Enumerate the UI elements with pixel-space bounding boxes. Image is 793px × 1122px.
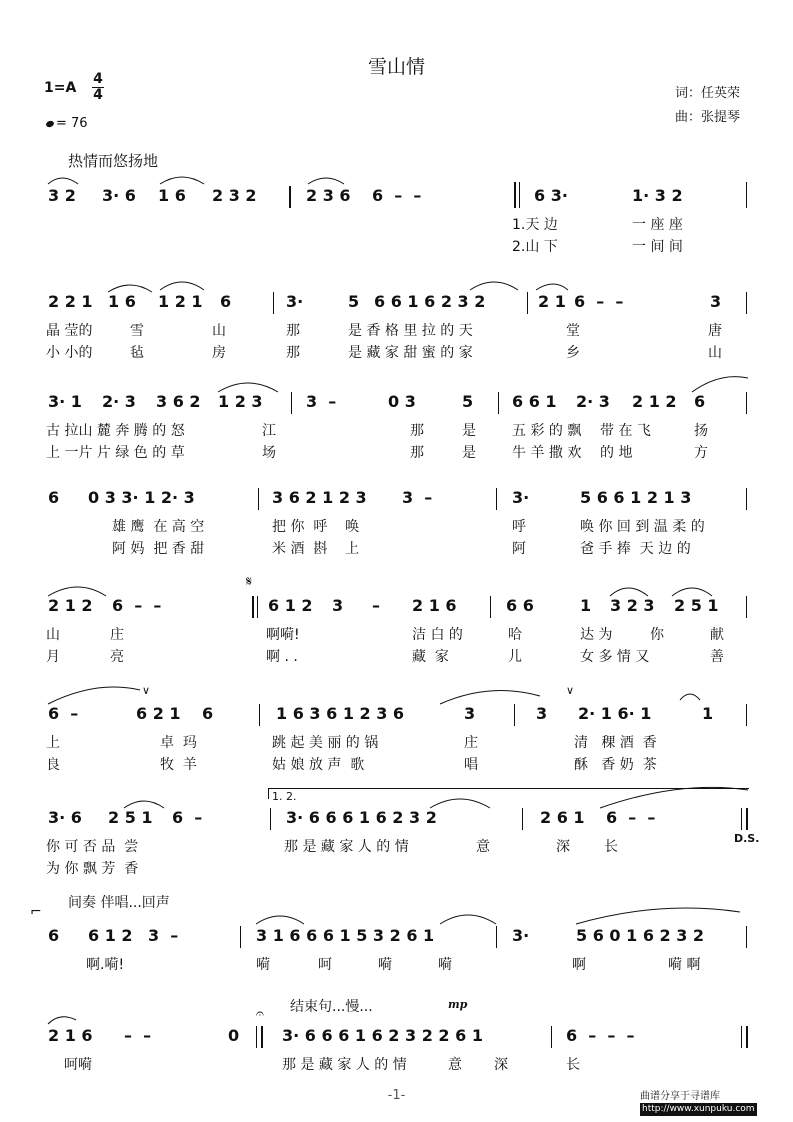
lyric-line-2: 那 bbox=[286, 345, 300, 361]
notes-line bbox=[0, 704, 793, 726]
barline bbox=[291, 392, 292, 414]
lyric-line-2: 山 bbox=[708, 345, 722, 361]
notes-group: 3 1 6 6 6 1 5 3 2 6 1 bbox=[256, 926, 435, 945]
repeat-start-thin bbox=[257, 596, 258, 618]
notes-group: 1 bbox=[580, 596, 592, 615]
lyric-line-2: 亮 bbox=[110, 649, 124, 665]
notes-group: 1 6 bbox=[108, 292, 136, 311]
lyric-line-2: 房 bbox=[212, 345, 226, 361]
score-system-1 bbox=[0, 186, 793, 256]
score-system-3 bbox=[0, 392, 793, 462]
lyric-line-1: 唐 bbox=[708, 323, 722, 339]
notes-line bbox=[0, 186, 793, 208]
lyric-line-1: 那 是 藏 家 人 的 情 bbox=[282, 1057, 407, 1073]
lyric-line-1: 唤 你 回 到 温 柔 的 bbox=[580, 519, 705, 535]
notes-group: 2· 3 bbox=[102, 392, 136, 411]
lyric-line-2: 是 藏 家 甜 蜜 的 家 bbox=[348, 345, 473, 361]
notes-group: 3 – bbox=[306, 392, 337, 411]
lyric-line-2: 是 bbox=[462, 445, 476, 461]
key-signature: 1=A bbox=[44, 80, 77, 96]
notes-group: 0 3 bbox=[388, 392, 416, 411]
notes-group: 3 2 bbox=[48, 186, 76, 205]
section-label: 间奏 伴唱...回声 bbox=[68, 895, 170, 911]
lyric-line-2: 方 bbox=[694, 445, 708, 461]
barline bbox=[746, 926, 747, 948]
barline bbox=[270, 808, 271, 830]
coda-bracket: ⌐ bbox=[30, 904, 42, 920]
lyric-line-1: 你 bbox=[650, 627, 664, 643]
score-system-9 bbox=[0, 998, 793, 1086]
notes-group: 2 5 1 bbox=[108, 808, 153, 827]
notes-group: 1 6 3 6 1 2 3 6 bbox=[276, 704, 405, 723]
lyric-line-2: 场 bbox=[262, 445, 276, 461]
notes-group: 2 3 2 bbox=[212, 186, 257, 205]
barline bbox=[496, 926, 497, 948]
lyric-line-2: 那 bbox=[410, 445, 424, 461]
notes-line bbox=[0, 392, 793, 414]
barline bbox=[551, 1026, 552, 1048]
notes-group: 3· bbox=[512, 488, 530, 507]
lyric-line-1: 一 座 座 bbox=[632, 217, 683, 233]
lyric-line-1: 嗬 bbox=[378, 957, 392, 973]
notes-group: 3 6 2 1 2 3 bbox=[272, 488, 367, 507]
lyric-line-1: 达 为 bbox=[580, 627, 613, 643]
lyricist: 词：任英荣 bbox=[675, 86, 741, 101]
lyric-line-1: 是 bbox=[462, 423, 476, 439]
lyric-line-1: 古 拉山 麓 奔 腾 的 怒 bbox=[46, 423, 185, 439]
lyric-line-1: 那 是 藏 家 人 的 情 bbox=[284, 839, 409, 855]
notes-group: 6 – bbox=[48, 704, 79, 723]
notes-group: 6 – – bbox=[606, 808, 656, 827]
lyric-line-1: 带 在 飞 bbox=[600, 423, 651, 439]
lyric-line-1: 嗬 bbox=[256, 957, 270, 973]
notes-group: 2 1 6 bbox=[412, 596, 457, 615]
lyric-line-2: 为 你 飘 芳 香 bbox=[46, 861, 139, 877]
watermark-text: 曲谱分享于寻谱库 bbox=[640, 1091, 720, 1102]
notes-line bbox=[0, 488, 793, 510]
notes-group: 5 bbox=[348, 292, 360, 311]
notes-group: 5 6 6 1 2 1 3 bbox=[580, 488, 692, 507]
lyric-line-1: 扬 bbox=[694, 423, 708, 439]
notes-group: 1 2 1 bbox=[158, 292, 203, 311]
notes-group: 6 6 1 bbox=[512, 392, 557, 411]
notes-group: 3· bbox=[512, 926, 530, 945]
notes-group: 6 – – bbox=[574, 292, 624, 311]
notes-group: 6 1 2 bbox=[268, 596, 313, 615]
lyric-line-2: 藏 家 bbox=[412, 649, 449, 665]
lyric-line-2: 2.山 下 bbox=[512, 239, 558, 255]
lyric-line-1: 嗬 啊 bbox=[668, 957, 701, 973]
lyric-line-1: 庄 bbox=[464, 735, 478, 751]
barline bbox=[240, 926, 241, 948]
lyric-line-1: 堂 bbox=[566, 323, 580, 339]
barline bbox=[746, 392, 747, 414]
lyric-line-1: 雄 鹰 在 高 空 bbox=[112, 519, 205, 535]
notes-group: 3 bbox=[536, 704, 548, 723]
lyric-line-2: 儿 bbox=[508, 649, 522, 665]
barline bbox=[273, 292, 274, 314]
lyric-line-1: 山 bbox=[46, 627, 60, 643]
notes-group: 6 bbox=[48, 488, 60, 507]
lyric-line-1: 长 bbox=[566, 1057, 580, 1073]
section-label: 结束句...慢... bbox=[290, 999, 373, 1015]
notes-group: 6 – – – bbox=[566, 1026, 635, 1045]
page-number: -1- bbox=[387, 1088, 406, 1103]
notes-line bbox=[0, 926, 793, 948]
notes-group: 2 1 2 bbox=[48, 596, 93, 615]
notes-group: 3 – bbox=[148, 926, 179, 945]
score-system-2 bbox=[0, 292, 793, 362]
lyric-line-1: 跳 起 美 丽 的 锅 bbox=[272, 735, 379, 751]
quarter-note-icon bbox=[45, 119, 55, 127]
notes-group: 6 bbox=[48, 926, 60, 945]
repeat-end bbox=[746, 808, 748, 830]
repeat-end-thin bbox=[741, 808, 742, 830]
notes-group: 0 bbox=[228, 1026, 240, 1045]
lyric-line-1: 呵嗬 bbox=[64, 1057, 92, 1073]
lyric-line-2: 月 bbox=[46, 649, 60, 665]
lyric-line-2: 一 间 间 bbox=[632, 239, 683, 255]
lyric-line-1: 意 bbox=[476, 839, 490, 855]
notes-group: – – bbox=[124, 1026, 152, 1045]
lyric-line-1: 上 bbox=[46, 735, 60, 751]
page-title: 雪山情 bbox=[367, 56, 425, 78]
barline bbox=[514, 704, 515, 726]
notes-group: 3· 6 6 6 1 6 2 3 2 bbox=[286, 808, 437, 827]
notes-group: 1 bbox=[702, 704, 714, 723]
notes-group: 2· 1 6· 1 bbox=[578, 704, 652, 723]
lyric-line-1: 江 bbox=[262, 423, 276, 439]
notes-group: 3 bbox=[710, 292, 722, 311]
notes-group: 2 6 1 bbox=[540, 808, 585, 827]
notes-group: 3 bbox=[332, 596, 344, 615]
notes-line bbox=[0, 808, 793, 830]
lyric-line-1: 啊嗬! bbox=[266, 627, 300, 643]
notes-group: 3 bbox=[464, 704, 476, 723]
barline bbox=[746, 704, 747, 726]
barline bbox=[746, 596, 747, 618]
barline bbox=[498, 392, 499, 414]
lyric-line-2: 米 酒 斟 上 bbox=[272, 541, 360, 557]
score-system-4 bbox=[0, 488, 793, 558]
lyric-line-2: 上 一片 片 绿 色 的 草 bbox=[46, 445, 185, 461]
lyric-line-1: 卓 玛 bbox=[160, 735, 197, 751]
notes-group: 2 1 6 bbox=[48, 1026, 93, 1045]
lyric-line-1: 长 bbox=[604, 839, 618, 855]
notes-group: 6 – – bbox=[372, 186, 422, 205]
lyric-line-2: 阿 bbox=[512, 541, 526, 557]
notes-line bbox=[0, 1026, 793, 1048]
time-signature bbox=[92, 72, 104, 103]
notes-group: 5 bbox=[462, 392, 474, 411]
notes-group: 2 1 bbox=[538, 292, 566, 311]
notes-group: 1 2 3 bbox=[218, 392, 263, 411]
lyric-line-2: 唱 bbox=[464, 757, 478, 773]
lyric-line-1: 五 彩 的 飘 bbox=[512, 423, 582, 439]
score-system-8 bbox=[0, 895, 793, 986]
barline bbox=[746, 292, 747, 314]
lyric-line-2: 姑 娘 放 声 歌 bbox=[272, 757, 365, 773]
notes-group: 2 1 2 bbox=[632, 392, 677, 411]
score-system-7 bbox=[0, 790, 793, 878]
lyric-line-1: 清 稞 酒 香 bbox=[574, 735, 657, 751]
lyric-line-1: 献 bbox=[710, 627, 724, 643]
lyric-line-1: 嗬 bbox=[438, 957, 452, 973]
notes-group: 0 3 3· 1 2· 3 bbox=[88, 488, 195, 507]
lyric-line-1: 深 bbox=[556, 839, 570, 855]
barline bbox=[496, 488, 497, 510]
notes-group: 2 2 1 bbox=[48, 292, 93, 311]
barline bbox=[258, 488, 259, 510]
time-bottom: 4 bbox=[93, 87, 103, 103]
volta-label: 1. 2. bbox=[272, 790, 297, 803]
notes-group: 3· 6 bbox=[48, 808, 82, 827]
barline bbox=[490, 596, 491, 618]
notes-group: 6 3· bbox=[534, 186, 568, 205]
tempo-value: = 76 bbox=[56, 116, 88, 131]
repeat-start bbox=[514, 182, 516, 208]
lyric-line-2: 毡 bbox=[130, 345, 144, 361]
score-system-5 bbox=[0, 574, 793, 666]
notes-group: 6 bbox=[694, 392, 706, 411]
notes-group: 2· 3 bbox=[576, 392, 610, 411]
notes-group: 3 2 3 bbox=[610, 596, 655, 615]
lyric-line-2: 爸 手 捧 天 边 的 bbox=[580, 541, 691, 557]
lyric-line-2: 牧 羊 bbox=[160, 757, 197, 773]
lyric-line-2: 女 多 情 又 bbox=[580, 649, 650, 665]
expression-mark: 热情而悠扬地 bbox=[68, 152, 159, 170]
lyric-line-2: 乡 bbox=[566, 345, 580, 361]
lyric-line-1: 是 香 格 里 拉 的 天 bbox=[348, 323, 473, 339]
score-system-6 bbox=[0, 684, 793, 774]
final-barline bbox=[746, 1026, 748, 1048]
watermark-url: http://www.xunpuku.com bbox=[642, 1104, 755, 1114]
lyric-line-1: 庄 bbox=[110, 627, 124, 643]
notes-group: 3· 1 bbox=[48, 392, 82, 411]
watermark bbox=[640, 1090, 757, 1116]
lyric-line-1: 意 bbox=[448, 1057, 462, 1073]
dynamic-mark: mp bbox=[448, 998, 468, 1011]
notes-group: 6 bbox=[220, 292, 232, 311]
lyric-line-1: 晶 莹的 bbox=[46, 323, 93, 339]
lyric-line-1: 1.天 边 bbox=[512, 217, 558, 233]
lyric-line-1: 啊 bbox=[572, 957, 586, 973]
final-barline-thin bbox=[741, 1026, 742, 1048]
lyric-line-1: 雪 bbox=[130, 323, 144, 339]
barline bbox=[746, 182, 747, 208]
notes-group: 6 1 2 bbox=[88, 926, 133, 945]
notes-group: 1· 3 2 bbox=[632, 186, 683, 205]
lyric-line-2: 阿 妈 把 香 甜 bbox=[112, 541, 205, 557]
composer: 曲：张提琴 bbox=[675, 110, 741, 125]
lyric-line-1: 那 bbox=[286, 323, 300, 339]
lyric-line-2: 牛 羊 撒 欢 bbox=[512, 445, 582, 461]
volta-bracket bbox=[268, 788, 749, 799]
repeat-end bbox=[261, 1026, 263, 1048]
notes-group: 6 6 bbox=[506, 596, 534, 615]
barline bbox=[289, 186, 291, 208]
notes-group: 3 – bbox=[402, 488, 433, 507]
notes-line bbox=[0, 596, 793, 618]
lyric-line-1: 深 bbox=[494, 1057, 508, 1073]
lyric-line-2: 酥 香 奶 茶 bbox=[574, 757, 657, 773]
ds-mark: D.S. bbox=[734, 832, 760, 845]
notes-group: 5 6 0 1 6 2 3 2 bbox=[576, 926, 705, 945]
lyric-line-1: 山 bbox=[212, 323, 226, 339]
barline bbox=[746, 488, 747, 510]
notes-group: 3· 6 6 6 1 6 2 3 2 2 6 1 bbox=[282, 1026, 483, 1045]
notes-line bbox=[0, 292, 793, 314]
lyric-line-2: 的 地 bbox=[600, 445, 633, 461]
notes-group: 3· bbox=[286, 292, 304, 311]
barline bbox=[522, 808, 523, 830]
breath-mark: ∨ bbox=[566, 684, 575, 697]
lyric-line-2: 善 bbox=[710, 649, 724, 665]
notes-group: 2 3 6 bbox=[306, 186, 351, 205]
repeat-start-thin bbox=[519, 182, 520, 208]
lyric-line-1: 那 bbox=[410, 423, 424, 439]
repeat-end-thin bbox=[256, 1026, 257, 1048]
notes-group: 2 5 1 bbox=[674, 596, 719, 615]
notes-group: 1 6 bbox=[158, 186, 186, 205]
lyric-line-2: 小 小的 bbox=[46, 345, 93, 361]
notes-group: 3· 6 bbox=[102, 186, 136, 205]
lyric-line-2: 啊 . . bbox=[266, 649, 298, 665]
notes-group: – bbox=[372, 596, 380, 615]
notes-group: 6 – – bbox=[112, 596, 162, 615]
notes-group: 6 – bbox=[172, 808, 203, 827]
notes-group: 6 2 1 bbox=[136, 704, 181, 723]
barline bbox=[259, 704, 260, 726]
lyric-line-1: 啊.嗬! bbox=[86, 957, 125, 973]
lyric-line-1: 呼 bbox=[512, 519, 526, 535]
tempo-mark bbox=[46, 116, 88, 131]
segno-icon: 𝄋 bbox=[246, 574, 253, 590]
lyric-line-1: 你 可 否 品 尝 bbox=[46, 839, 139, 855]
lyric-line-2: 良 bbox=[46, 757, 60, 773]
breath-mark: ∨ bbox=[142, 684, 151, 697]
notes-group: 6 bbox=[202, 704, 214, 723]
repeat-start bbox=[252, 596, 254, 618]
time-top: 4 bbox=[93, 71, 103, 87]
notes-group: 3 6 2 bbox=[156, 392, 201, 411]
barline bbox=[527, 292, 528, 314]
lyric-line-1: 哈 bbox=[508, 627, 522, 643]
fermata-icon: 𝄐 bbox=[256, 1006, 264, 1022]
lyric-line-1: 洁 白 的 bbox=[412, 627, 463, 643]
notes-group: 6 6 1 6 2 3 2 bbox=[374, 292, 486, 311]
lyric-line-1: 把 你 呼 唤 bbox=[272, 519, 360, 535]
lyric-line-1: 呵 bbox=[318, 957, 332, 973]
